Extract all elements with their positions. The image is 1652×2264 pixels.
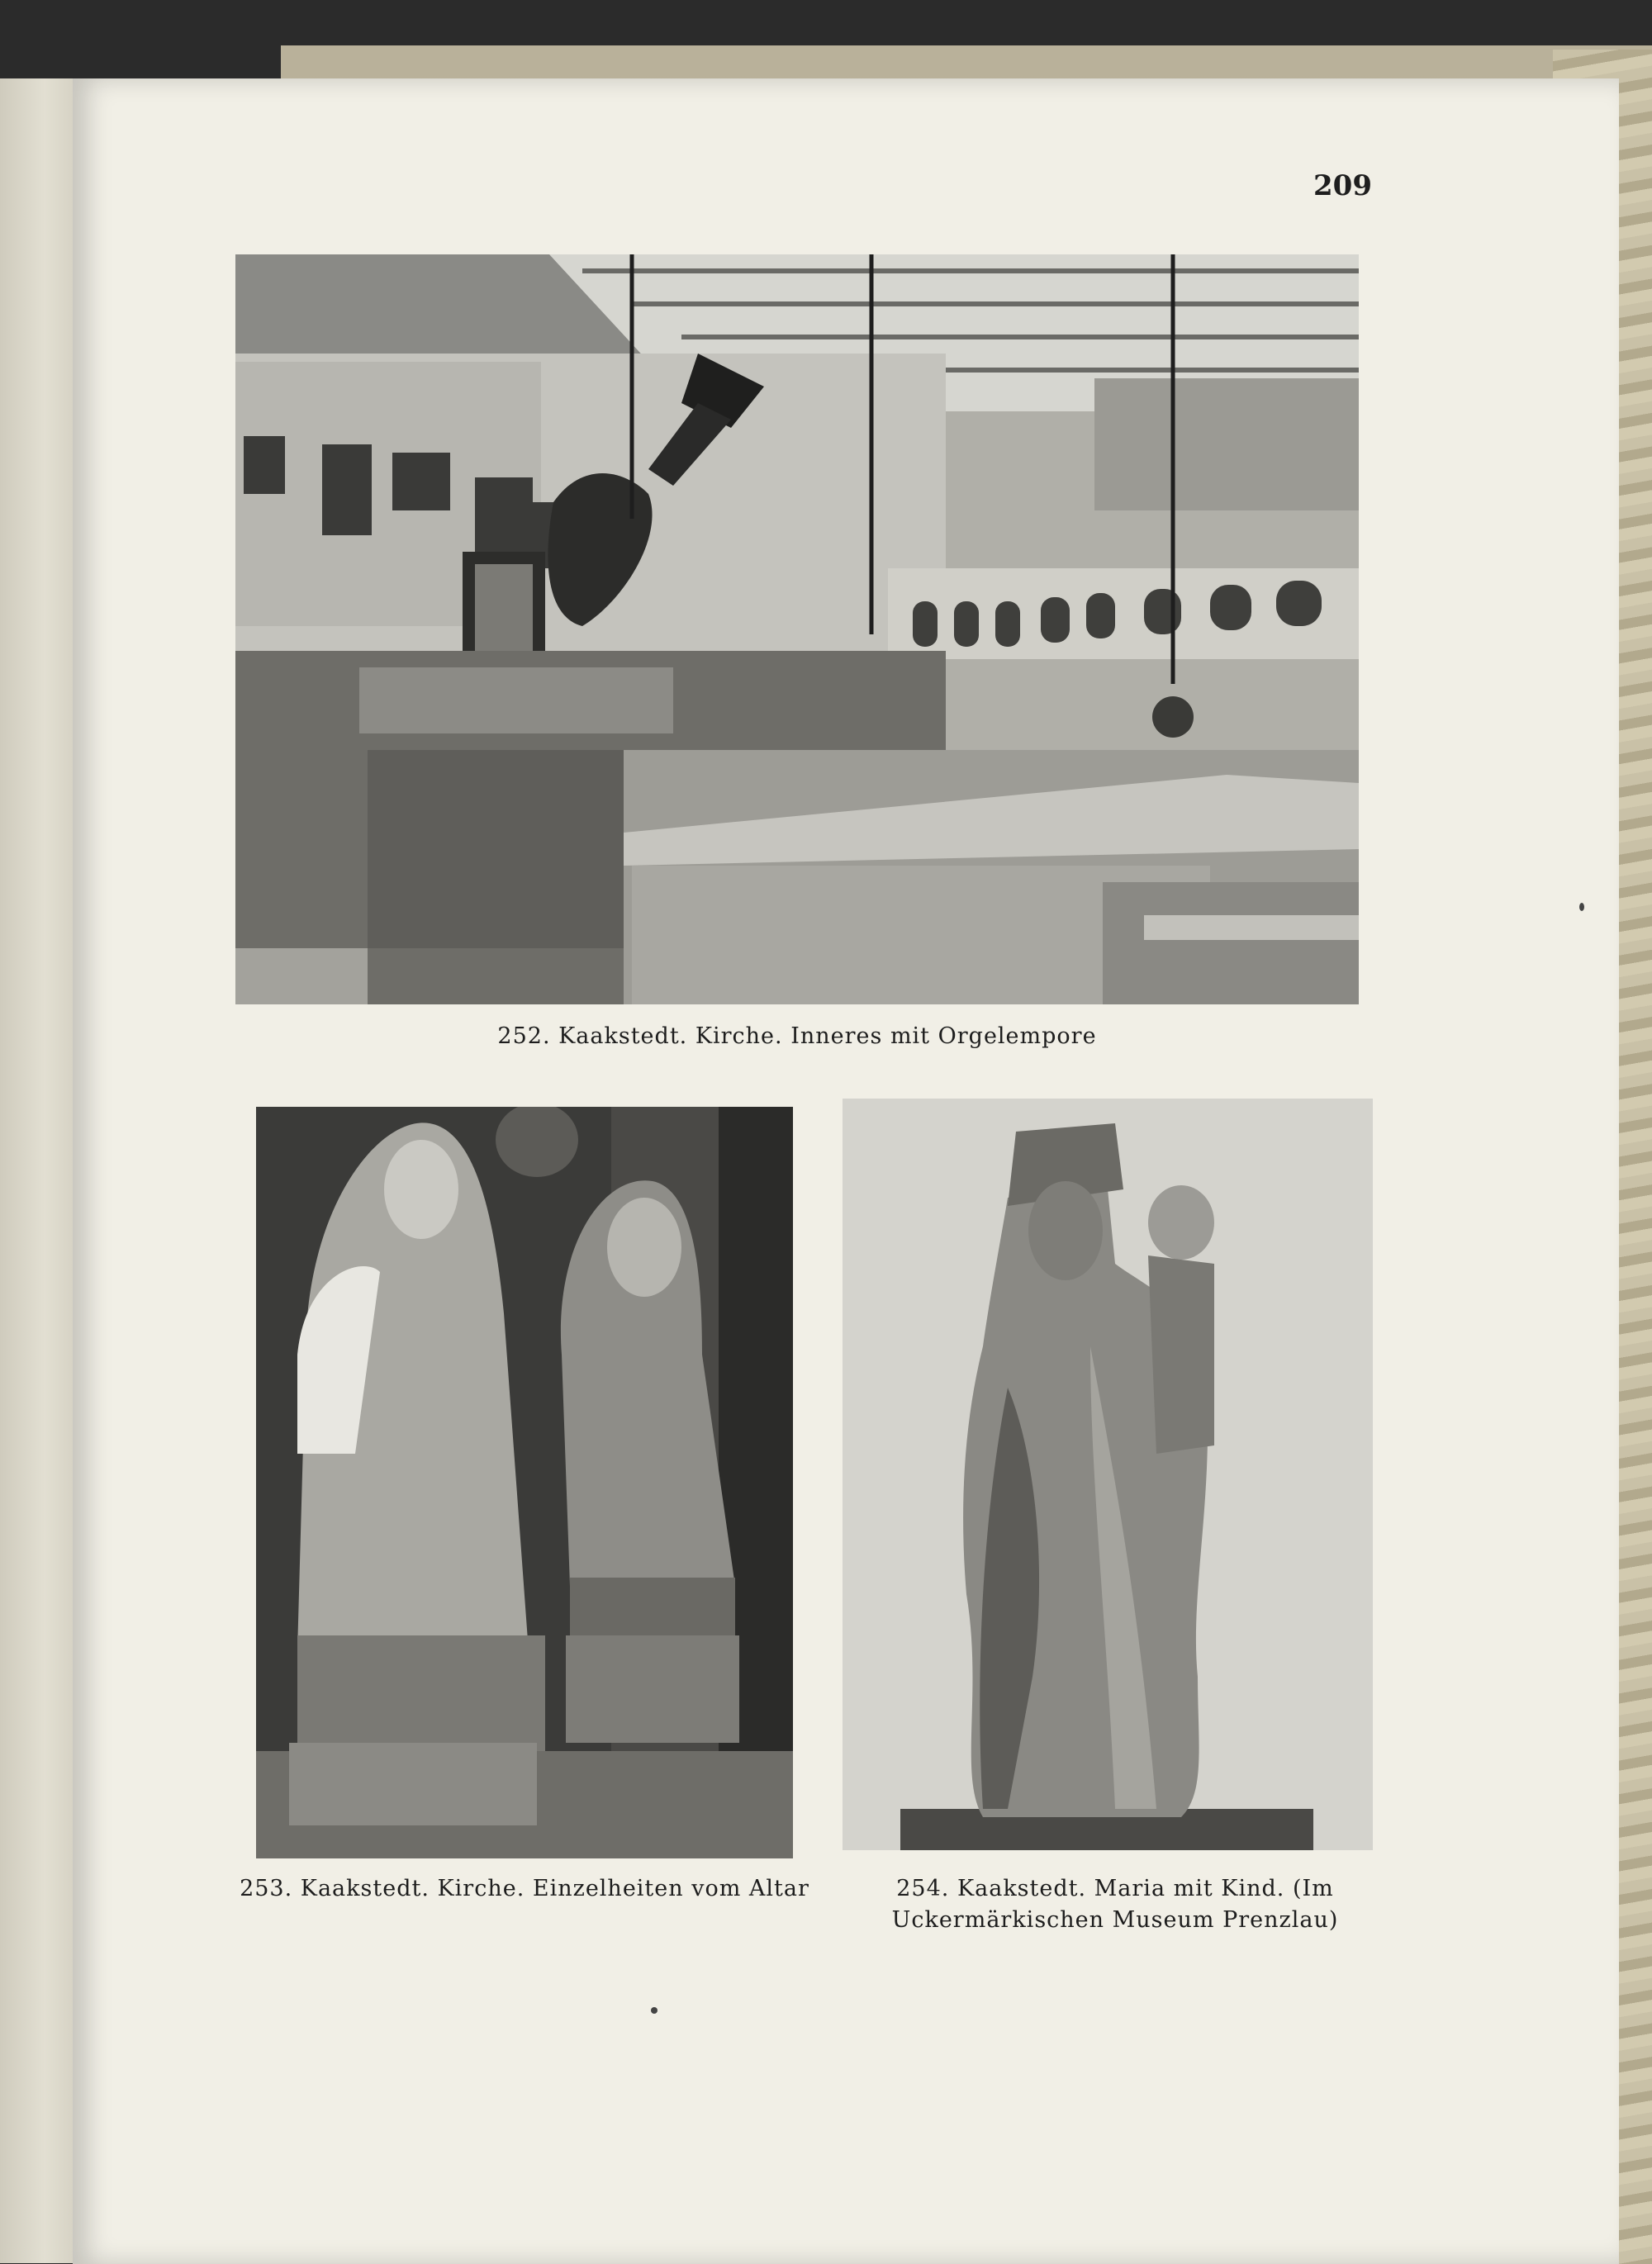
paper-speck xyxy=(651,2007,657,2014)
photo-madonna-statue xyxy=(843,1099,1373,1850)
caption-252: 252. Kaakstedt. Kirche. Inneres mit Orgelempore xyxy=(497,1023,1097,1049)
photo-church-interior xyxy=(235,254,1359,1004)
left-page-edge xyxy=(0,78,74,2263)
photo-altar-figures xyxy=(256,1107,793,1858)
caption-254: 254. Kaakstedt. Maria mit Kind. (Im Uckermärkischen Museum Prenzlau) xyxy=(891,1876,1339,1933)
caption-253: 253. Kaakstedt. Kirche. Einzelheiten vom Altar xyxy=(240,1876,809,1901)
page-number: 209 xyxy=(1313,169,1372,202)
paper-speck xyxy=(1579,903,1584,911)
